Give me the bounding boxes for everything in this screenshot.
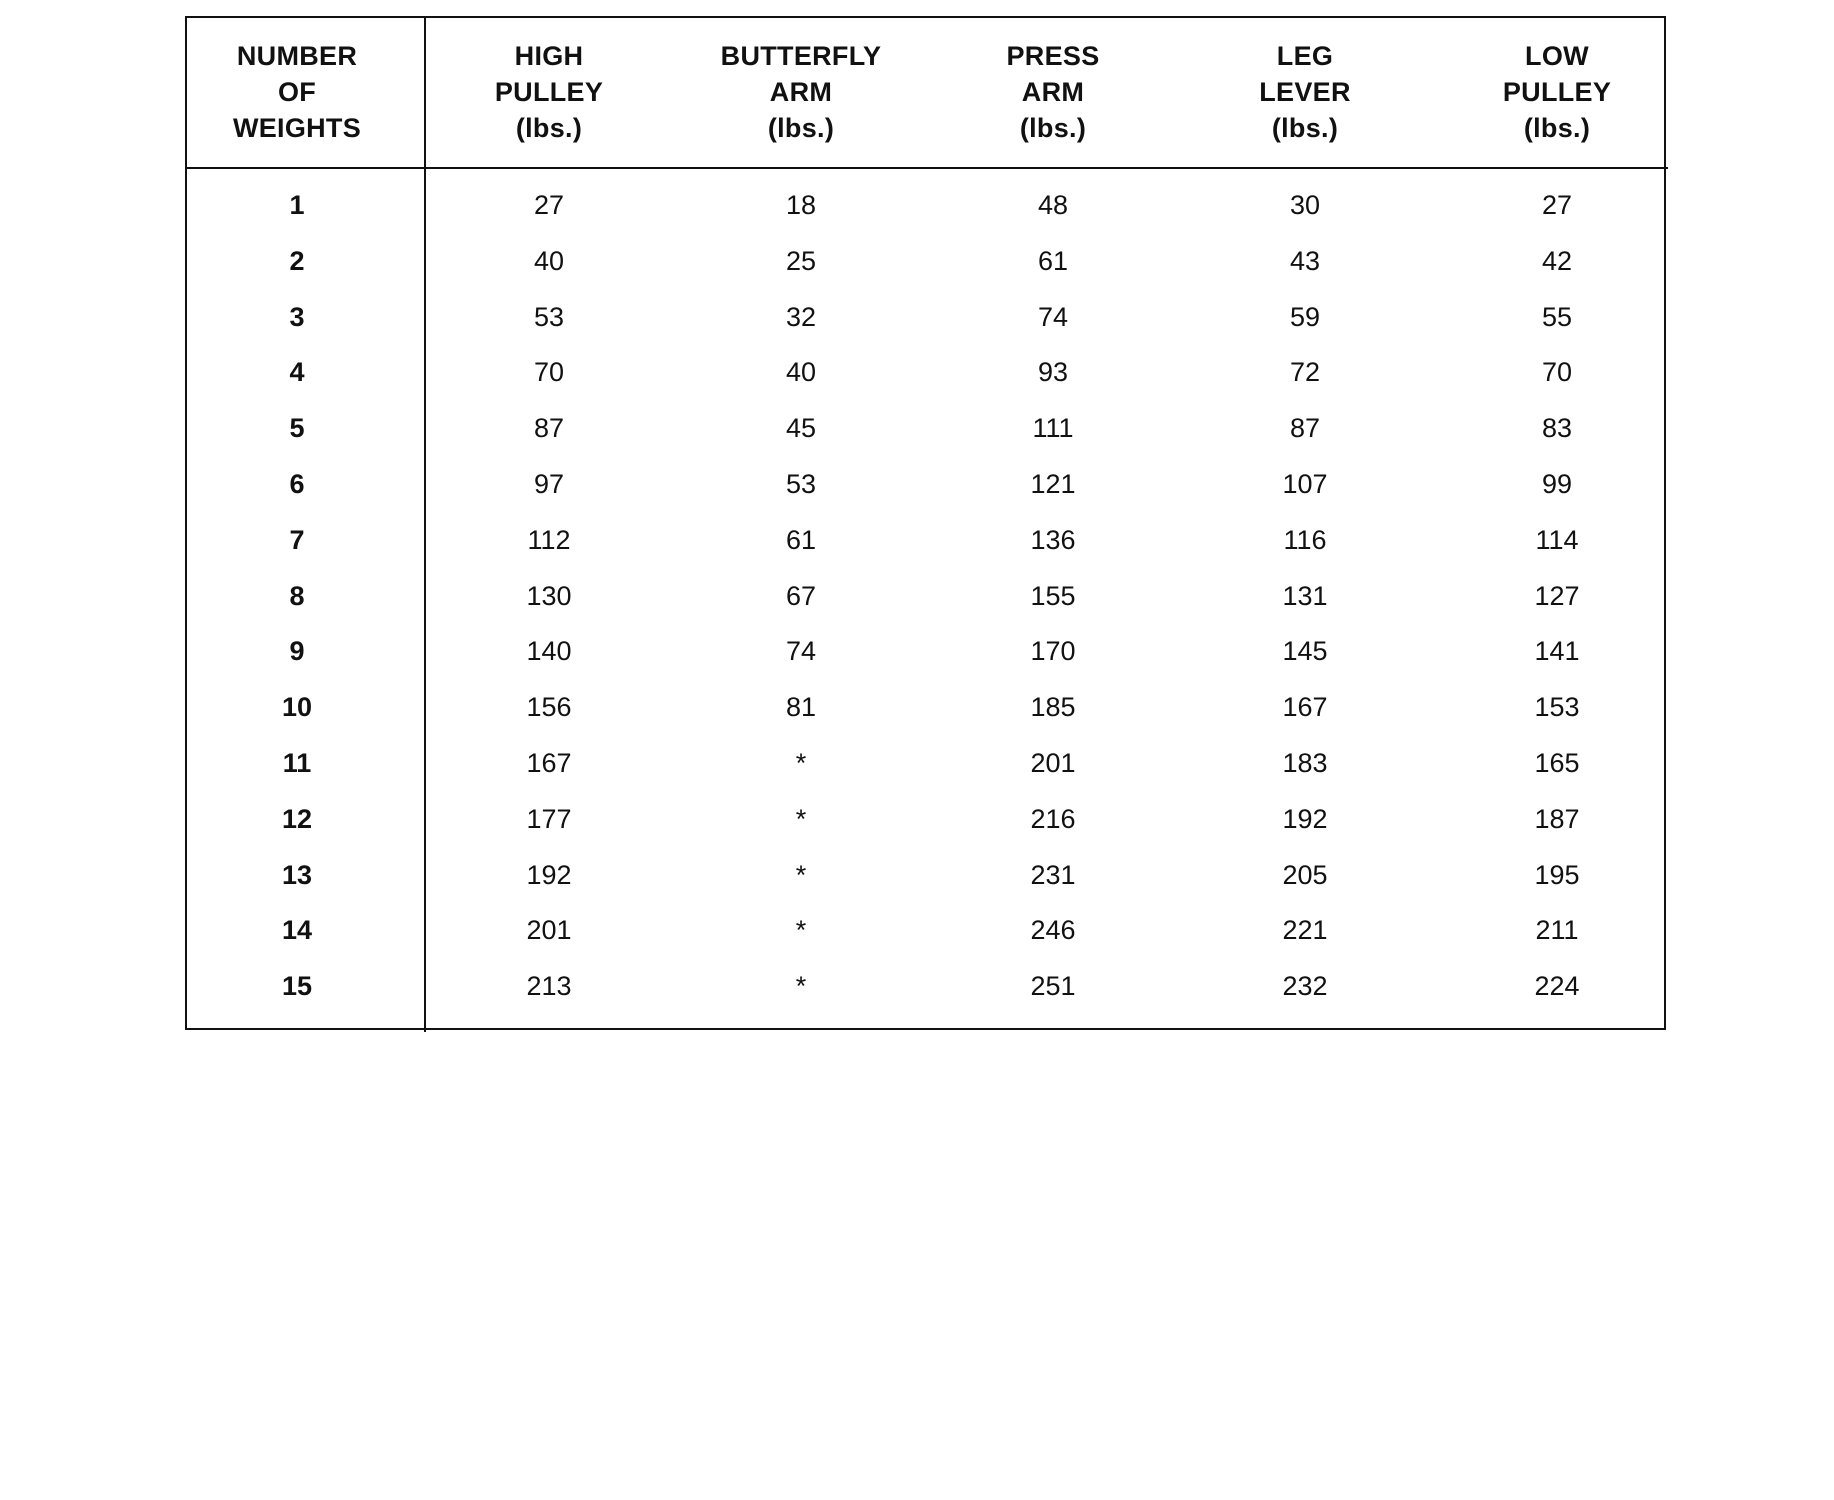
cell-low-pulley: 165 <box>1534 747 1580 778</box>
cell-number-of-weights: 12 <box>281 803 313 834</box>
cell-high-pulley: 112 <box>527 524 571 555</box>
cell-butterfly-arm: * <box>795 803 807 834</box>
table-row <box>187 802 1664 858</box>
cell-high-pulley: 70 <box>533 357 565 388</box>
cell-number-of-weights: 10 <box>281 692 313 723</box>
cell-leg-lever: 221 <box>1282 915 1328 946</box>
cell-number-of-weights: 7 <box>289 524 305 555</box>
cell-butterfly-arm: * <box>795 747 807 778</box>
cell-number-of-weights: 9 <box>289 636 305 667</box>
cell-press-arm: 136 <box>1030 524 1076 555</box>
header-leg-lever <box>1195 38 1415 148</box>
cell-high-pulley: 192 <box>526 859 572 890</box>
cell-leg-lever: 107 <box>1282 468 1328 499</box>
cell-high-pulley: 27 <box>533 190 565 220</box>
cell-high-pulley: 213 <box>526 971 572 1002</box>
table-row <box>187 858 1664 914</box>
cell-low-pulley: 224 <box>1534 971 1580 1002</box>
cell-leg-lever: 183 <box>1282 747 1328 778</box>
cell-number-of-weights: 15 <box>281 971 313 1002</box>
table-body <box>187 188 1664 1025</box>
cell-butterfly-arm: 40 <box>785 357 817 388</box>
cell-butterfly-arm: 32 <box>785 301 817 332</box>
table-row <box>187 467 1664 523</box>
header-line: ARM <box>769 77 833 107</box>
table-row <box>187 355 1664 411</box>
header-line: LOW <box>1525 41 1589 71</box>
weight-resistance-table <box>185 16 1666 1030</box>
header-line: LEVER <box>1259 77 1351 107</box>
header-butterfly-arm <box>691 38 911 148</box>
header-line: OF <box>277 77 317 107</box>
cell-low-pulley: 55 <box>1541 301 1573 332</box>
table-row <box>187 690 1664 746</box>
cell-number-of-weights: 6 <box>289 468 305 499</box>
cell-low-pulley: 83 <box>1541 413 1573 444</box>
cell-leg-lever: 205 <box>1282 859 1328 890</box>
cell-leg-lever: 30 <box>1289 190 1321 220</box>
cell-low-pulley: 127 <box>1534 580 1580 611</box>
table-row <box>187 746 1664 802</box>
table-row <box>187 634 1664 690</box>
cell-press-arm: 246 <box>1030 915 1076 946</box>
header-unit: (lbs.) <box>1019 113 1087 143</box>
cell-low-pulley: 114 <box>1535 524 1579 555</box>
cell-high-pulley: 201 <box>526 915 572 946</box>
header-unit: (lbs.) <box>1271 113 1339 143</box>
header-high-pulley <box>439 38 659 148</box>
table-row <box>187 579 1664 635</box>
cell-butterfly-arm: * <box>795 859 807 890</box>
cell-press-arm: 251 <box>1030 971 1076 1002</box>
cell-butterfly-arm: 53 <box>785 468 817 499</box>
header-line: PRESS <box>1006 41 1100 71</box>
cell-number-of-weights: 8 <box>289 580 305 611</box>
cell-high-pulley: 140 <box>526 636 572 667</box>
header-press-arm <box>943 38 1163 148</box>
header-number-of-weights <box>187 38 407 148</box>
cell-press-arm: 48 <box>1037 190 1069 220</box>
cell-butterfly-arm: 18 <box>785 190 817 220</box>
cell-leg-lever: 192 <box>1282 803 1328 834</box>
cell-high-pulley: 130 <box>526 580 572 611</box>
header-line: PULLEY <box>1502 77 1612 107</box>
cell-low-pulley: 99 <box>1541 468 1573 499</box>
cell-number-of-weights: 5 <box>289 413 305 444</box>
header-line: LEG <box>1276 41 1334 71</box>
header-divider <box>185 167 1668 169</box>
table-row <box>187 913 1664 969</box>
cell-low-pulley: 27 <box>1541 190 1573 220</box>
cell-high-pulley: 53 <box>533 301 565 332</box>
cell-low-pulley: 211 <box>1535 915 1579 946</box>
cell-high-pulley: 156 <box>526 692 572 723</box>
cell-press-arm: 216 <box>1030 803 1076 834</box>
cell-leg-lever: 72 <box>1289 357 1321 388</box>
cell-low-pulley: 153 <box>1534 692 1580 723</box>
header-unit: (lbs.) <box>1523 113 1591 143</box>
cell-press-arm: 61 <box>1037 245 1069 276</box>
cell-butterfly-arm: 25 <box>785 245 817 276</box>
cell-butterfly-arm: 61 <box>785 524 817 555</box>
cell-leg-lever: 145 <box>1282 636 1328 667</box>
cell-low-pulley: 42 <box>1541 245 1573 276</box>
cell-low-pulley: 195 <box>1534 859 1580 890</box>
cell-butterfly-arm: 45 <box>785 413 817 444</box>
cell-number-of-weights: 3 <box>289 301 305 332</box>
cell-butterfly-arm: 81 <box>785 692 817 723</box>
cell-low-pulley: 187 <box>1534 803 1580 834</box>
cell-press-arm: 201 <box>1030 747 1076 778</box>
cell-leg-lever: 167 <box>1282 692 1328 723</box>
header-line: ARM <box>1021 77 1085 107</box>
cell-high-pulley: 167 <box>526 747 572 778</box>
header-unit: (lbs.) <box>767 113 835 143</box>
cell-number-of-weights: 2 <box>289 245 305 276</box>
cell-low-pulley: 141 <box>1534 636 1580 667</box>
header-line: PULLEY <box>494 77 604 107</box>
header-line: NUMBER <box>236 41 358 71</box>
cell-butterfly-arm: * <box>795 971 807 1002</box>
cell-leg-lever: 87 <box>1289 413 1321 444</box>
cell-number-of-weights: 1 <box>289 190 305 220</box>
cell-high-pulley: 40 <box>533 245 565 276</box>
header-line: WEIGHTS <box>232 113 362 143</box>
cell-press-arm: 111 <box>1032 413 1074 444</box>
cell-number-of-weights: 4 <box>289 357 305 388</box>
cell-low-pulley: 70 <box>1541 357 1573 388</box>
table-row <box>187 300 1664 356</box>
header-line: BUTTERFLY <box>720 41 882 71</box>
cell-number-of-weights: 11 <box>282 747 312 778</box>
table-row <box>187 188 1664 244</box>
header-unit: (lbs.) <box>515 113 583 143</box>
cell-press-arm: 93 <box>1037 357 1069 388</box>
table-row <box>187 244 1664 300</box>
header-low-pulley <box>1447 38 1667 148</box>
cell-butterfly-arm: 74 <box>785 636 817 667</box>
table-row <box>187 969 1664 1025</box>
cell-leg-lever: 43 <box>1289 245 1321 276</box>
cell-leg-lever: 59 <box>1289 301 1321 332</box>
cell-press-arm: 74 <box>1037 301 1069 332</box>
cell-high-pulley: 87 <box>533 413 565 444</box>
table-row <box>187 523 1664 579</box>
cell-press-arm: 231 <box>1030 859 1076 890</box>
cell-press-arm: 170 <box>1030 636 1076 667</box>
cell-leg-lever: 131 <box>1282 580 1328 611</box>
cell-butterfly-arm: 67 <box>785 580 817 611</box>
cell-butterfly-arm: * <box>795 915 807 946</box>
header-line: HIGH <box>514 41 584 71</box>
cell-press-arm: 185 <box>1030 692 1076 723</box>
cell-leg-lever: 232 <box>1282 971 1328 1002</box>
cell-number-of-weights: 14 <box>281 915 313 946</box>
cell-high-pulley: 177 <box>526 803 572 834</box>
table-row <box>187 411 1664 467</box>
cell-press-arm: 121 <box>1030 468 1076 499</box>
cell-press-arm: 155 <box>1030 580 1076 611</box>
cell-high-pulley: 97 <box>533 468 565 499</box>
cell-leg-lever: 116 <box>1283 524 1327 555</box>
cell-number-of-weights: 13 <box>281 859 313 890</box>
